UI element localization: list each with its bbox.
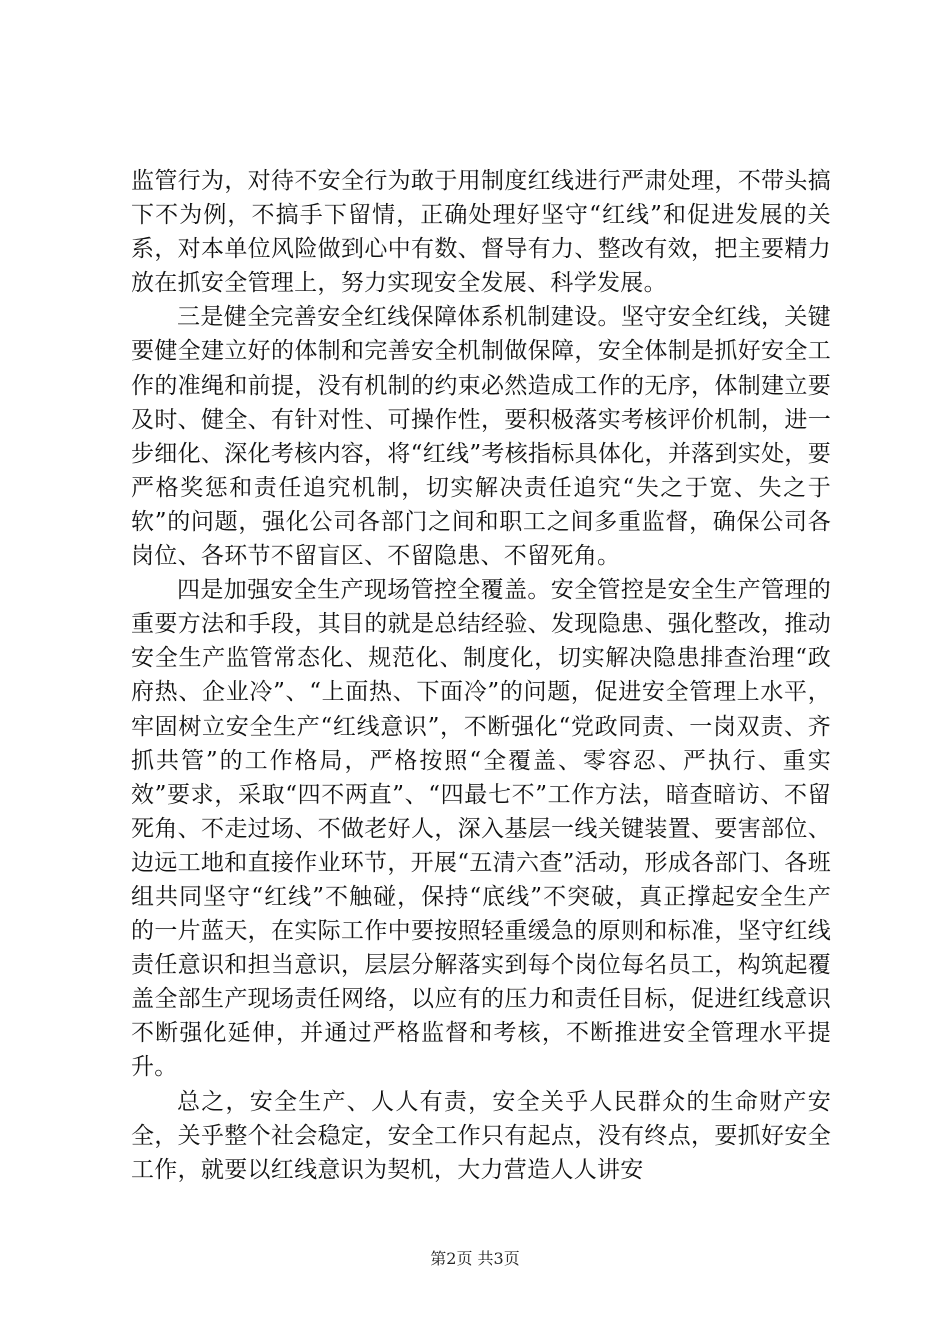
page-number-footer: 第2页 共3页 — [430, 1249, 520, 1268]
paragraph-three: 三是健全完善安全红线保障体系机制建设。坚守安全红线，关键要健全建立好的体制和完善安全机制做保障，安全体制是抓好安全工作的准绳和前提，没有机制的约束必然造成工作的无序，体制建立要及时、健全、有针对性、可操作性，要积极落实考核评价机制，进一步细化、深化考核内容，将“红线”考核指标具体化，并落到实处，要严格奖惩和责任追究机制，切实解决责任追究“失之于宽、失之于软”的问题，强化公司各部门之间和职工之间多重监督，确保公司各岗位、各环节不留盲区、不留隐患、不留死角。 — [131, 304, 831, 570]
paragraph-summary: 总之，安全生产、人人有责，安全关乎人民群众的生命财产安全，关乎整个社会稳定，安全工作只有起点，没有终点，要抓好安全工作，就要以红线意识为契机，大力营造人人讲安 — [131, 1088, 831, 1183]
paragraph-four: 四是加强安全生产现场管控全覆盖。安全管控是安全生产管理的重要方法和手段，其目的就是总结经验、发现隐患、强化整改，推动安全生产监管常态化、规范化、制度化，切实解决隐患排查治理“政府热、企业冷”、“上面热、下面冷”的问题，促进安全管理上水平，牢固树立安全生产“红线意识”，不断强化“党政同责、一岗双责、齐抓共管”的工作格局，严格按照“全覆盖、零容忍、严执行、重实效”要求，采取“四不两直”、“四最七不”工作方法，暗查暗访、不留死角、不走过场、不做老好人，深入基层一线关键装置、要害部位、边远工地和直接作业环节，开展“五清六查”活动，形成各部门、各班组共同坚守“红线”不触碰，保持“底线”不突破，真正撑起安全生产的一片蓝天，在实际工作中要按照轻重缓急的原则和标准，坚守红线责任意识和担当意识，层层分解落实到每个岗位每名员工，构筑起覆盖全部生产现场责任网络，以应有的压力和责任目标，促进红线意识不断强化延伸，并通过严格监督和考核，不断推进安全管理水平提升。 — [131, 577, 831, 1081]
paragraph-continuation: 监管行为，对待不安全行为敢于用制度红线进行严肃处理，不带头搞下不为例，不搞手下留情，正确处理好坚守“红线”和促进发展的关系，对本单位风险做到心中有数、督导有力、整改有效，把主要精力放在抓安全管理上，努力实现安全发展、科学发展。 — [131, 168, 831, 297]
document-body — [131, 164, 831, 1187]
